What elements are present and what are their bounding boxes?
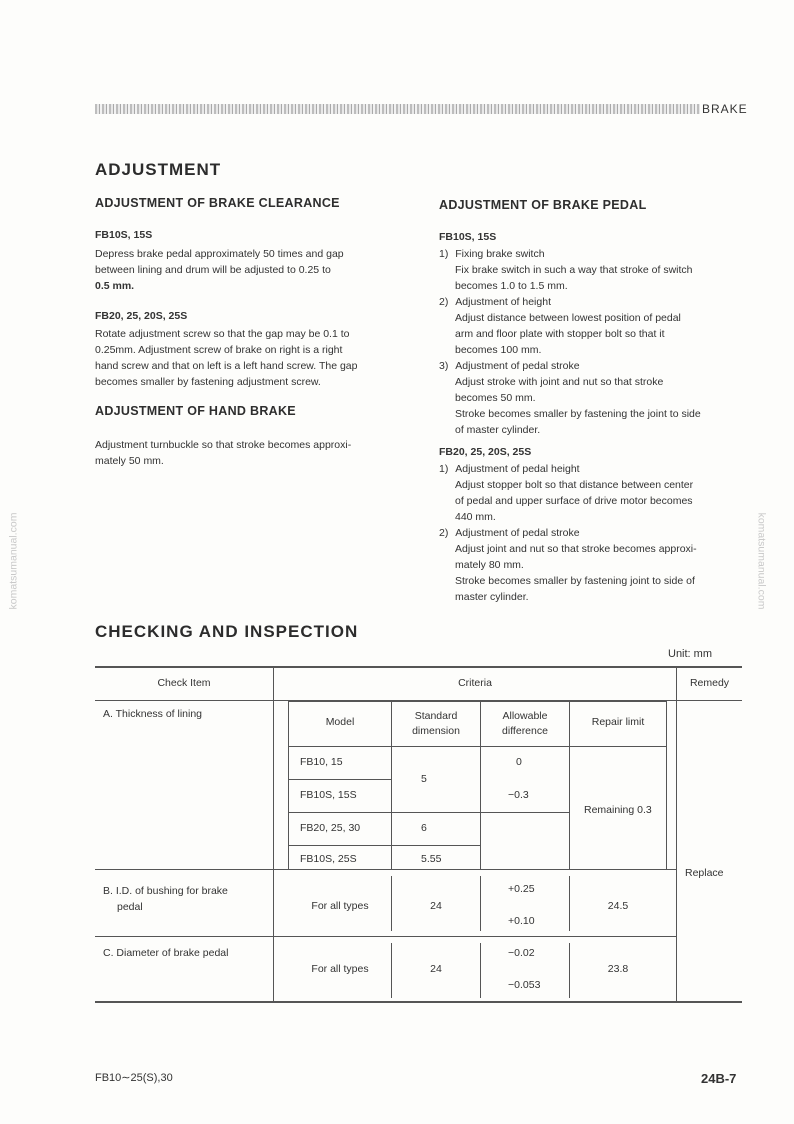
step-title: Fixing brake switch — [455, 248, 545, 260]
brake-clearance-fb20-models: FB20, 25, 20S, 25S — [95, 310, 188, 322]
text-line: dimension — [412, 725, 460, 737]
diameter-standard: 24 — [430, 963, 442, 975]
brake-clearance-fb10s-text — [95, 246, 399, 294]
lining-standard: 6 — [421, 822, 427, 834]
step-body — [439, 477, 744, 525]
table-rule — [666, 701, 667, 869]
item-bushing — [103, 883, 228, 915]
item-lining: A. Thickness of lining — [103, 708, 203, 720]
text-line: becomes 50 mm. — [455, 392, 536, 404]
table-rule — [288, 701, 666, 702]
watermark-right: komatsumanual.com — [755, 512, 768, 610]
checking-heading: CHECKING AND INSPECTION — [95, 622, 359, 641]
table-rule — [95, 869, 676, 870]
hand-brake-heading: ADJUSTMENT OF HAND BRAKE — [95, 404, 296, 418]
text-line: hand screw and that on left is a left hand screw. The gap — [95, 360, 358, 372]
subheader-standard — [392, 709, 480, 739]
text-line: Adjustment turnbuckle so that stroke becomes approxi- — [95, 439, 352, 451]
text-line: Stroke becomes smaller by fastening joint to side of — [455, 575, 695, 587]
table-rule — [95, 1001, 742, 1003]
text-line: master cylinder. — [455, 591, 529, 603]
table-rule — [288, 746, 666, 747]
text-line: Adjust joint and nut so that stroke becomes approxi- — [455, 543, 697, 555]
lining-model: FB20, 25, 30 — [300, 822, 361, 834]
header-check-item: Check Item — [157, 677, 211, 689]
text-line: Depress brake pedal approximately 50 times and gap — [95, 248, 344, 260]
brake-clearance-fb10s-models: FB10S, 15S — [95, 229, 153, 241]
diameter-allowable: −0.053 — [508, 979, 541, 991]
subheader-model: Model — [325, 716, 355, 728]
step-1 — [439, 461, 744, 477]
table-rule — [676, 666, 677, 1002]
footer-model-code: FB10∼25(S),30 — [95, 1072, 173, 1084]
lining-model: FB10S, 25S — [300, 853, 357, 865]
step-2 — [439, 294, 744, 310]
bushing-model: For all types — [311, 900, 369, 912]
adjustment-heading: ADJUSTMENT — [95, 160, 222, 179]
text-line: of master cylinder. — [455, 424, 541, 436]
text-line: Adjust stopper bolt so that distance between center — [455, 479, 694, 491]
text-line: Fix brake switch in such a way that stroke of switch — [455, 264, 693, 276]
step-body — [439, 262, 744, 294]
step-1 — [439, 246, 744, 262]
text-line: B. I.D. of bushing for brake — [103, 885, 228, 897]
text-line: between lining and drum will be adjusted to 0.25 to — [95, 264, 331, 276]
bushing-standard: 24 — [430, 900, 442, 912]
bushing-allowable: +0.10 — [508, 915, 535, 927]
step-number: 2) — [439, 527, 449, 539]
page-number: 24B-7 — [701, 1071, 737, 1086]
brake-clearance-fb20-text — [95, 326, 399, 390]
hand-brake-text — [95, 437, 399, 469]
text-line: Adjust distance between lowest position of pedal — [455, 312, 681, 324]
brake-clearance-heading: ADJUSTMENT OF BRAKE CLEARANCE — [95, 196, 340, 210]
text-line: 440 mm. — [455, 511, 496, 523]
step-title: Adjustment of height — [455, 296, 551, 308]
remedy-value: Replace — [685, 867, 724, 879]
text-line: of pedal and upper surface of drive motor becomes — [455, 495, 693, 507]
text-line: Standard — [414, 710, 458, 722]
table-rule — [273, 666, 274, 1002]
step-body — [439, 310, 744, 358]
lining-allowable: −0.3 — [508, 789, 529, 801]
diameter-model: For all types — [311, 963, 369, 975]
brake-pedal-fb20-models: FB20, 25, 20S, 25S — [439, 446, 532, 458]
bushing-allowable: +0.25 — [508, 883, 535, 895]
step-number: 2) — [439, 296, 449, 308]
diameter-allowable: −0.02 — [508, 947, 535, 959]
lining-model: FB10, 15 — [300, 756, 343, 768]
text-line: 0.25mm. Adjustment screw of brake on right is a right — [95, 344, 343, 356]
lining-standard: 5 — [421, 773, 427, 785]
table-rule — [288, 779, 391, 780]
step-body — [439, 374, 744, 438]
watermark-left: komatsumanual.com — [7, 512, 20, 610]
table-rule — [288, 845, 480, 846]
step-number: 1) — [439, 248, 449, 260]
text-line: becomes 1.0 to 1.5 mm. — [455, 280, 568, 292]
brake-pedal-fb20-steps — [439, 461, 744, 605]
text-line: becomes smaller by fastening adjustment screw. — [95, 376, 321, 388]
lining-repair: Remaining 0.3 — [584, 804, 652, 816]
subheader-allowable — [481, 709, 569, 739]
step-title: Adjustment of pedal height — [455, 463, 580, 475]
unit-label: Unit: mm — [668, 648, 712, 660]
table-rule — [95, 666, 742, 668]
step-2 — [439, 525, 744, 541]
table-rule — [480, 876, 481, 931]
bushing-repair: 24.5 — [607, 900, 629, 912]
step-title: Adjustment of pedal stroke — [455, 527, 580, 539]
table-rule — [95, 936, 676, 937]
text-line: mately 50 mm. — [95, 455, 164, 467]
step-title: Adjustment of pedal stroke — [455, 360, 580, 372]
subheader-repair: Repair limit — [591, 716, 645, 728]
text-line: Adjust stroke with joint and nut so that stroke — [455, 376, 664, 388]
lining-model: FB10S, 15S — [300, 789, 357, 801]
text-line: 0.5 mm. — [95, 280, 135, 292]
lining-standard: 5.55 — [421, 853, 442, 865]
header-criteria: Criteria — [458, 677, 492, 689]
brake-pedal-fb10s-models: FB10S, 15S — [439, 231, 497, 243]
header-remedy: Remedy — [689, 677, 730, 689]
text-line: arm and floor plate with stopper bolt so that it — [455, 328, 665, 340]
text-line: mately 80 mm. — [455, 559, 524, 571]
text-line: pedal — [117, 901, 143, 913]
step-number: 3) — [439, 360, 449, 372]
step-body — [439, 541, 744, 605]
brake-pedal-fb10s-steps — [439, 246, 744, 438]
section-title: BRAKE — [702, 102, 748, 116]
step-3 — [439, 358, 744, 374]
lining-allowable: 0 — [516, 756, 522, 768]
text-line: Stroke becomes smaller by fastening the joint to side — [455, 408, 701, 420]
table-rule — [480, 943, 481, 998]
diameter-repair: 23.8 — [607, 963, 629, 975]
header-rule — [95, 104, 700, 114]
text-line: becomes 100 mm. — [455, 344, 542, 356]
text-line: Rotate adjustment screw so that the gap may be 0.1 to — [95, 328, 350, 340]
text-line: difference — [502, 725, 548, 737]
item-diameter: C. Diameter of brake pedal — [103, 947, 229, 959]
brake-pedal-heading: ADJUSTMENT OF BRAKE PEDAL — [439, 198, 647, 212]
text-line: Allowable — [502, 710, 548, 722]
table-rule — [480, 812, 569, 813]
step-number: 1) — [439, 463, 449, 475]
